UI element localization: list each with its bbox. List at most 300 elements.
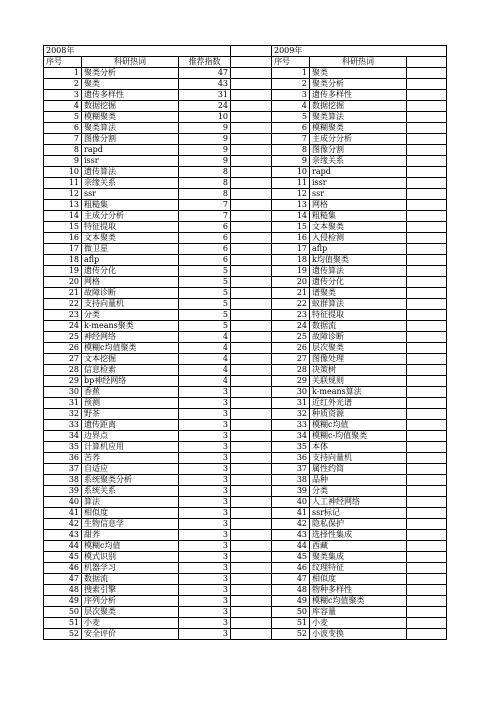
seq-2008: 28 xyxy=(44,365,82,376)
header-empty-2009 xyxy=(407,57,447,68)
header-keyword-2008: 科研热词 xyxy=(82,57,179,68)
seq-2009: 27 xyxy=(272,354,310,365)
keyword-2008: 支持向量机 xyxy=(82,299,179,310)
gap-cell xyxy=(231,409,272,420)
table-row xyxy=(44,321,447,332)
index-2008: 3 xyxy=(179,607,231,618)
seq-2008: 52 xyxy=(44,629,82,640)
seq-2008: 39 xyxy=(44,486,82,497)
keyword-2009: 聚类算法 xyxy=(310,112,407,123)
index-2008: 9 xyxy=(179,134,231,145)
seq-2009: 6 xyxy=(272,123,310,134)
table-row xyxy=(44,629,447,640)
seq-2009: 23 xyxy=(272,310,310,321)
empty-cell xyxy=(407,189,447,200)
empty-cell xyxy=(407,343,447,354)
index-2008: 6 xyxy=(179,222,231,233)
keyword-2009: 小麦 xyxy=(310,618,407,629)
gap-cell xyxy=(231,420,272,431)
empty-cell xyxy=(407,277,447,288)
keyword-2009: 种质资源 xyxy=(310,409,407,420)
empty-cell xyxy=(407,552,447,563)
index-2008: 4 xyxy=(179,365,231,376)
seq-2008: 3 xyxy=(44,90,82,101)
table-row xyxy=(44,365,447,376)
keyword-2009: 隐私保护 xyxy=(310,519,407,530)
keyword-2009: 亲缘关系 xyxy=(310,156,407,167)
seq-2008: 22 xyxy=(44,299,82,310)
seq-2008: 46 xyxy=(44,563,82,574)
seq-2009: 35 xyxy=(272,442,310,453)
gap-cell xyxy=(231,178,272,189)
table-row xyxy=(44,442,447,453)
gap-cell xyxy=(231,398,272,409)
table-row xyxy=(44,475,447,486)
keyword-2009: 西藏 xyxy=(310,541,407,552)
index-2008: 3 xyxy=(179,519,231,530)
seq-2008: 37 xyxy=(44,464,82,475)
year-2009-label: 2009年 xyxy=(272,46,447,57)
index-2008: 3 xyxy=(179,420,231,431)
table-row xyxy=(44,277,447,288)
empty-cell xyxy=(407,167,447,178)
keyword-2009: 遗传多样性 xyxy=(310,90,407,101)
empty-cell xyxy=(407,563,447,574)
empty-cell xyxy=(407,134,447,145)
keyword-2009: aflp xyxy=(310,244,407,255)
gap-cell xyxy=(231,585,272,596)
seq-2008: 44 xyxy=(44,541,82,552)
keyword-2008: 特征提取 xyxy=(82,222,179,233)
seq-2008: 8 xyxy=(44,145,82,156)
keyword-2009: 库容量 xyxy=(310,607,407,618)
keyword-2008: 算法 xyxy=(82,497,179,508)
table-row xyxy=(44,453,447,464)
keyword-2009: 模糊c均值聚类 xyxy=(310,596,407,607)
seq-2008: 14 xyxy=(44,211,82,222)
keyword-2008: 预测 xyxy=(82,398,179,409)
seq-2009: 19 xyxy=(272,266,310,277)
empty-cell xyxy=(407,266,447,277)
index-2008: 3 xyxy=(179,618,231,629)
seq-2008: 21 xyxy=(44,288,82,299)
keyword-2009: 关联规则 xyxy=(310,376,407,387)
index-2008: 10 xyxy=(179,112,231,123)
empty-cell xyxy=(407,475,447,486)
keyword-2008: 主成分分析 xyxy=(82,211,179,222)
keyword-2009: 分类 xyxy=(310,486,407,497)
keyword-2009: 人工神经网络 xyxy=(310,497,407,508)
table-row xyxy=(44,607,447,618)
table-row xyxy=(44,354,447,365)
keyword-2009: 图像分割 xyxy=(310,145,407,156)
keyword-2009: 入侵检测 xyxy=(310,233,407,244)
gap-cell xyxy=(231,508,272,519)
empty-cell xyxy=(407,618,447,629)
seq-2008: 20 xyxy=(44,277,82,288)
table-row xyxy=(44,508,447,519)
year-2008-label: 2008年 xyxy=(44,46,231,57)
empty-cell xyxy=(407,79,447,90)
seq-2009: 36 xyxy=(272,453,310,464)
table-row xyxy=(44,574,447,585)
seq-2009: 43 xyxy=(272,530,310,541)
empty-cell xyxy=(407,376,447,387)
table-row xyxy=(44,596,447,607)
seq-2008: 51 xyxy=(44,618,82,629)
seq-2008: 10 xyxy=(44,167,82,178)
seq-2008: 34 xyxy=(44,431,82,442)
table-row xyxy=(44,189,447,200)
keyword-2009: 纹理特征 xyxy=(310,563,407,574)
seq-2009: 14 xyxy=(272,211,310,222)
seq-2008: 25 xyxy=(44,332,82,343)
table-row xyxy=(44,101,447,112)
index-2008: 7 xyxy=(179,200,231,211)
keyword-2009: 模糊聚类 xyxy=(310,123,407,134)
keyword-2008: 遗传多样性 xyxy=(82,90,179,101)
gap-cell xyxy=(231,387,272,398)
seq-2008: 36 xyxy=(44,453,82,464)
seq-2008: 5 xyxy=(44,112,82,123)
keyword-2008: k-means聚类 xyxy=(82,321,179,332)
gap-cell xyxy=(231,365,272,376)
seq-2008: 32 xyxy=(44,409,82,420)
index-2008: 3 xyxy=(179,508,231,519)
keyword-2009: 模糊c-均值聚类 xyxy=(310,431,407,442)
gap-cell xyxy=(231,453,272,464)
empty-cell xyxy=(407,431,447,442)
keyword-2009: 近红外光谱 xyxy=(310,398,407,409)
empty-cell xyxy=(407,222,447,233)
seq-2009: 17 xyxy=(272,244,310,255)
gap-cell xyxy=(231,310,272,321)
keyword-2008: 搜索引擎 xyxy=(82,585,179,596)
gap-cell xyxy=(231,79,272,90)
table-row xyxy=(44,530,447,541)
keyword-2009: 决策树 xyxy=(310,365,407,376)
keyword-2008: 聚类 xyxy=(82,79,179,90)
table-row xyxy=(44,90,447,101)
header-seq-2009: 序号 xyxy=(272,57,310,68)
seq-2008: 18 xyxy=(44,255,82,266)
index-2008: 3 xyxy=(179,431,231,442)
gap-cell xyxy=(231,629,272,640)
keyword-2008: 亲缘关系 xyxy=(82,178,179,189)
empty-cell xyxy=(407,486,447,497)
empty-cell xyxy=(407,398,447,409)
keyword-2008: 神经网络 xyxy=(82,332,179,343)
header-keyword-2009: 科研热词 xyxy=(310,57,407,68)
table-row xyxy=(44,563,447,574)
index-2008: 5 xyxy=(179,299,231,310)
table-row xyxy=(44,552,447,563)
seq-2008: 15 xyxy=(44,222,82,233)
seq-2009: 16 xyxy=(272,233,310,244)
gap-cell xyxy=(231,57,272,68)
table-row xyxy=(44,211,447,222)
seq-2009: 30 xyxy=(272,387,310,398)
index-2008: 3 xyxy=(179,475,231,486)
seq-2009: 40 xyxy=(272,497,310,508)
keyword-2008: 甜荞 xyxy=(82,530,179,541)
table-row xyxy=(44,299,447,310)
gap-cell xyxy=(231,200,272,211)
index-2008: 3 xyxy=(179,596,231,607)
seq-2008: 9 xyxy=(44,156,82,167)
empty-cell xyxy=(407,244,447,255)
table-row xyxy=(44,134,447,145)
empty-cell xyxy=(407,629,447,640)
index-2008: 9 xyxy=(179,123,231,134)
keyword-2008: 数据挖掘 xyxy=(82,101,179,112)
gap-cell xyxy=(231,563,272,574)
seq-2009: 44 xyxy=(272,541,310,552)
keyword-2008: 相似度 xyxy=(82,508,179,519)
empty-cell xyxy=(407,90,447,101)
empty-cell xyxy=(407,101,447,112)
keyword-2008: issr xyxy=(82,156,179,167)
seq-2008: 47 xyxy=(44,574,82,585)
seq-2008: 38 xyxy=(44,475,82,486)
index-2008: 8 xyxy=(179,178,231,189)
seq-2008: 13 xyxy=(44,200,82,211)
keyword-2009: 遗传分化 xyxy=(310,277,407,288)
seq-2009: 15 xyxy=(272,222,310,233)
seq-2009: 51 xyxy=(272,618,310,629)
empty-cell xyxy=(407,508,447,519)
gap-cell xyxy=(231,299,272,310)
gap-cell xyxy=(231,288,272,299)
table-row xyxy=(44,519,447,530)
table-row xyxy=(44,266,447,277)
index-2008: 31 xyxy=(179,90,231,101)
gap-cell xyxy=(231,332,272,343)
index-2008: 3 xyxy=(179,629,231,640)
seq-2009: 42 xyxy=(272,519,310,530)
keyword-2009: 支持向量机 xyxy=(310,453,407,464)
keyword-2009: 聚类集成 xyxy=(310,552,407,563)
empty-cell xyxy=(407,156,447,167)
index-2008: 9 xyxy=(179,145,231,156)
index-2008: 3 xyxy=(179,398,231,409)
table-row xyxy=(44,376,447,387)
keyword-2009: ssr标记 xyxy=(310,508,407,519)
index-2008: 3 xyxy=(179,486,231,497)
index-2008: 3 xyxy=(179,409,231,420)
gap-cell xyxy=(231,211,272,222)
keyword-2008: 香蕉 xyxy=(82,387,179,398)
seq-2009: 7 xyxy=(272,134,310,145)
seq-2008: 31 xyxy=(44,398,82,409)
seq-2008: 11 xyxy=(44,178,82,189)
keyword-2009: 聚类分析 xyxy=(310,79,407,90)
empty-cell xyxy=(407,145,447,156)
keyword-2008: 层次聚类 xyxy=(82,607,179,618)
empty-cell xyxy=(407,574,447,585)
index-2008: 4 xyxy=(179,343,231,354)
keyword-2008: 微卫星 xyxy=(82,244,179,255)
gap-cell xyxy=(231,475,272,486)
seq-2008: 17 xyxy=(44,244,82,255)
keyword-2009: 模糊c均值 xyxy=(310,420,407,431)
table-row xyxy=(44,486,447,497)
gap-cell xyxy=(231,46,272,57)
seq-2008: 6 xyxy=(44,123,82,134)
keyword-2008: 故障诊断 xyxy=(82,288,179,299)
keyword-2008: 文本聚类 xyxy=(82,233,179,244)
empty-cell xyxy=(407,211,447,222)
seq-2009: 5 xyxy=(272,112,310,123)
empty-cell xyxy=(407,112,447,123)
index-2008: 3 xyxy=(179,464,231,475)
gap-cell xyxy=(231,145,272,156)
index-2008: 3 xyxy=(179,541,231,552)
seq-2008: 42 xyxy=(44,519,82,530)
table-row xyxy=(44,420,447,431)
gap-cell xyxy=(231,354,272,365)
gap-cell xyxy=(231,321,272,332)
seq-2008: 2 xyxy=(44,79,82,90)
gap-cell xyxy=(231,189,272,200)
keyword-2008: 边界点 xyxy=(82,431,179,442)
empty-cell xyxy=(407,299,447,310)
empty-cell xyxy=(407,420,447,431)
empty-cell xyxy=(407,585,447,596)
gap-cell xyxy=(231,519,272,530)
index-2008: 5 xyxy=(179,277,231,288)
keyword-2009: k-means算法 xyxy=(310,387,407,398)
keyword-2009: 粗糙集 xyxy=(310,211,407,222)
gap-cell xyxy=(231,464,272,475)
index-2008: 24 xyxy=(179,101,231,112)
table-row xyxy=(44,79,447,90)
empty-cell xyxy=(407,387,447,398)
keyword-2009: k均值聚类 xyxy=(310,255,407,266)
empty-cell xyxy=(407,453,447,464)
empty-cell xyxy=(407,541,447,552)
header-row xyxy=(44,57,447,68)
keyword-2008: 粗糙集 xyxy=(82,200,179,211)
table-row xyxy=(44,387,447,398)
empty-cell xyxy=(407,178,447,189)
seq-2009: 3 xyxy=(272,90,310,101)
keyword-2009: rapd xyxy=(310,167,407,178)
keyword-2009: 层次聚类 xyxy=(310,343,407,354)
gap-cell xyxy=(231,134,272,145)
gap-cell xyxy=(231,607,272,618)
index-2008: 6 xyxy=(179,233,231,244)
empty-cell xyxy=(407,68,447,79)
seq-2009: 21 xyxy=(272,288,310,299)
gap-cell xyxy=(231,497,272,508)
table-row xyxy=(44,200,447,211)
seq-2009: 49 xyxy=(272,596,310,607)
table-row xyxy=(44,112,447,123)
keyword-2009: 图像处理 xyxy=(310,354,407,365)
seq-2009: 12 xyxy=(272,189,310,200)
seq-2009: 34 xyxy=(272,431,310,442)
empty-cell xyxy=(407,365,447,376)
gap-cell xyxy=(231,68,272,79)
empty-cell xyxy=(407,321,447,332)
index-2008: 47 xyxy=(179,68,231,79)
index-2008: 3 xyxy=(179,530,231,541)
gap-cell xyxy=(231,255,272,266)
seq-2009: 45 xyxy=(272,552,310,563)
seq-2008: 1 xyxy=(44,68,82,79)
keyword-2009: 蚁群算法 xyxy=(310,299,407,310)
table-row xyxy=(44,497,447,508)
seq-2009: 28 xyxy=(272,365,310,376)
gap-cell xyxy=(231,244,272,255)
seq-2008: 43 xyxy=(44,530,82,541)
index-2008: 3 xyxy=(179,497,231,508)
table-row xyxy=(44,398,447,409)
keyword-2009: 数据挖掘 xyxy=(310,101,407,112)
index-2008: 8 xyxy=(179,167,231,178)
index-2008: 3 xyxy=(179,442,231,453)
keyword-2009: 网格 xyxy=(310,200,407,211)
gap-cell xyxy=(231,156,272,167)
empty-cell xyxy=(407,354,447,365)
empty-cell xyxy=(407,596,447,607)
table-row xyxy=(44,288,447,299)
seq-2008: 7 xyxy=(44,134,82,145)
gap-cell xyxy=(231,167,272,178)
keyword-2009: 特征提取 xyxy=(310,310,407,321)
seq-2008: 16 xyxy=(44,233,82,244)
seq-2009: 33 xyxy=(272,420,310,431)
index-2008: 3 xyxy=(179,574,231,585)
index-2008: 5 xyxy=(179,321,231,332)
empty-cell xyxy=(407,123,447,134)
seq-2009: 50 xyxy=(272,607,310,618)
seq-2009: 41 xyxy=(272,508,310,519)
index-2008: 3 xyxy=(179,563,231,574)
gap-cell xyxy=(231,486,272,497)
seq-2008: 12 xyxy=(44,189,82,200)
table-row xyxy=(44,244,447,255)
keyword-2009: 相似度 xyxy=(310,574,407,585)
table-row xyxy=(44,310,447,321)
seq-2008: 35 xyxy=(44,442,82,453)
index-2008: 3 xyxy=(179,453,231,464)
gap-cell xyxy=(231,596,272,607)
index-2008: 6 xyxy=(179,255,231,266)
keyword-2008: 遗传算法 xyxy=(82,167,179,178)
gap-cell xyxy=(231,233,272,244)
keyword-2009: 故障诊断 xyxy=(310,332,407,343)
table-row xyxy=(44,618,447,629)
seq-2009: 47 xyxy=(272,574,310,585)
gap-cell xyxy=(231,222,272,233)
header-index-2008: 推荐指数 xyxy=(179,57,231,68)
table-row xyxy=(44,68,447,79)
empty-cell xyxy=(407,607,447,618)
table-row xyxy=(44,332,447,343)
empty-cell xyxy=(407,519,447,530)
keyword-2009: 主成分分析 xyxy=(310,134,407,145)
keyword-2008: 计算机应用 xyxy=(82,442,179,453)
seq-2009: 10 xyxy=(272,167,310,178)
table-row xyxy=(44,233,447,244)
keyword-2008: 小麦 xyxy=(82,618,179,629)
index-2008: 8 xyxy=(179,189,231,200)
gap-cell xyxy=(231,574,272,585)
table-row xyxy=(44,343,447,354)
seq-2009: 2 xyxy=(272,79,310,90)
